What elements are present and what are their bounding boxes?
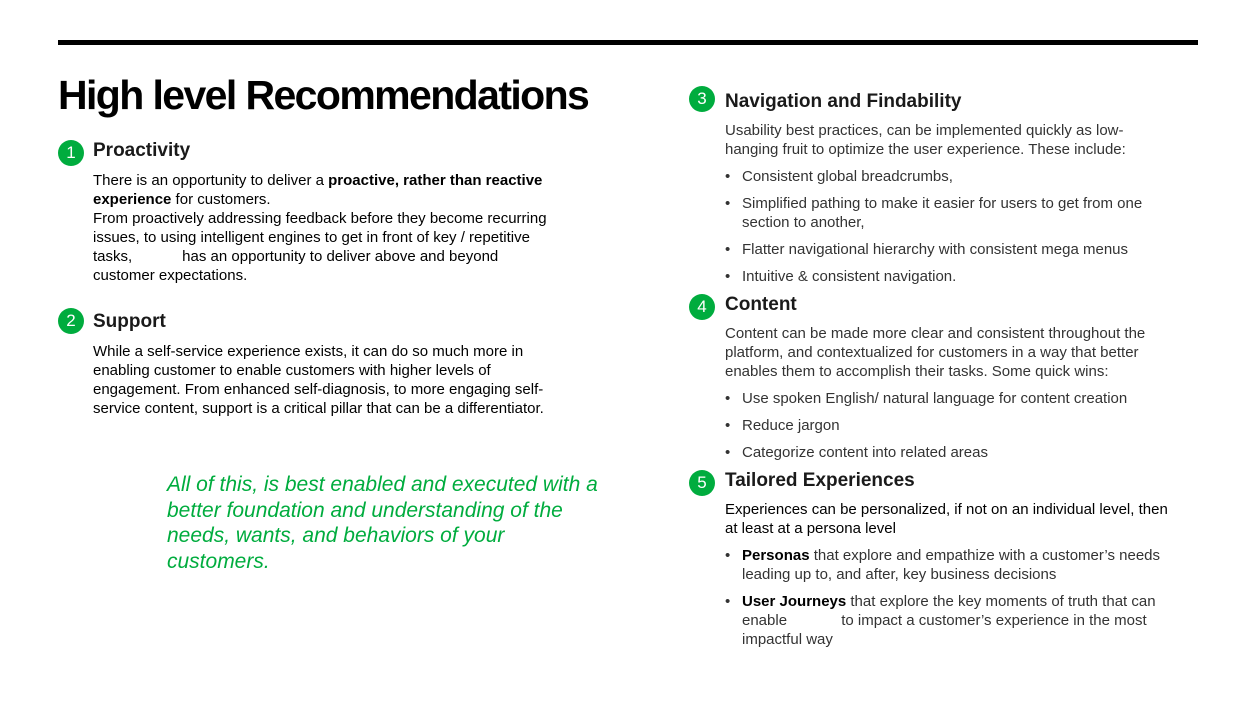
section-4-bullet-2: • Reduce jargon <box>725 417 840 434</box>
section-3-detail: Usability best practices, can be implemented quickly as low-hanging fruit to optimize the user experience. These include: <box>725 122 1126 158</box>
section-3-body <box>725 121 1165 159</box>
section-3-heading: Navigation and Findability <box>725 91 962 112</box>
section-2-body <box>93 342 558 418</box>
section-4-heading: Content <box>725 294 797 315</box>
section-1-heading: Proactivity <box>93 140 191 161</box>
section-4-body <box>725 324 1175 381</box>
section-2-heading: Support <box>93 311 166 332</box>
section-1-intro: There is an opportunity to deliver a proactive, rather than reactive experience for customers. <box>93 172 543 208</box>
section-5-number-badge: 5 <box>689 470 715 496</box>
section-4-number-badge: 4 <box>689 294 715 320</box>
page-title: High level Recommendations <box>58 72 589 118</box>
section-2-number-badge: 2 <box>58 308 84 334</box>
section-5-bullet-2: • User Journeys that explore the key moments of truth that can enable to impact a customer’s experience in the most impactful way <box>725 593 1160 648</box>
section-1-detail: From proactively addressing feedback before they become recurring issues, to using intelligent engines to get in front of key / repetitive tasks, has an opportunity to deliver above and beyond customer expectations. <box>93 210 551 284</box>
top-rule <box>58 40 1198 45</box>
section-3-bullet-1: • Consistent global breadcrumbs, <box>725 168 953 185</box>
section-3-bullet-2: • Simplified pathing to make it easier for users to get from one section to another, <box>725 195 1143 231</box>
section-1-body <box>93 171 563 285</box>
section-5-body <box>725 500 1175 538</box>
section-3-number-badge: 3 <box>689 86 715 112</box>
section-4-bullet-1: • Use spoken English/ natural language for content creation <box>725 390 1128 407</box>
section-4-detail: Content can be made more clear and consistent throughout the platform, and contextualized for customers in a way that better enables them to accomplish their tasks. Some quick wins: <box>725 325 1146 380</box>
section-4-bullet-3: • Categorize content into related areas <box>725 444 988 461</box>
section-3-bullet-3: • Flatter navigational hierarchy with consistent mega menus <box>725 241 1129 258</box>
section-5-heading: Tailored Experiences <box>725 470 915 491</box>
section-3-bullet-4: • Intuitive & consistent navigation. <box>725 268 957 285</box>
callout-quote: All of this, is best enabled and executed with a better foundation and understanding of the needs, wants, and behaviors of your customers. <box>167 473 598 573</box>
section-5-detail: Experiences can be personalized, if not on an individual level, then at least at a persona level <box>725 501 1168 537</box>
section-5-bullet-1: • Personas that explore and empathize with a customer’s needs leading up to, and after, key business decisions <box>725 547 1161 583</box>
section-2-detail: While a self-service experience exists, it can do so much more in enabling customer to enable customers with higher levels of engagement. From enhanced self-diagnosis, to more engaging self-service content, support is a critical pillar that can be a differentiator. <box>93 343 544 417</box>
section-1-number-badge: 1 <box>58 140 84 166</box>
